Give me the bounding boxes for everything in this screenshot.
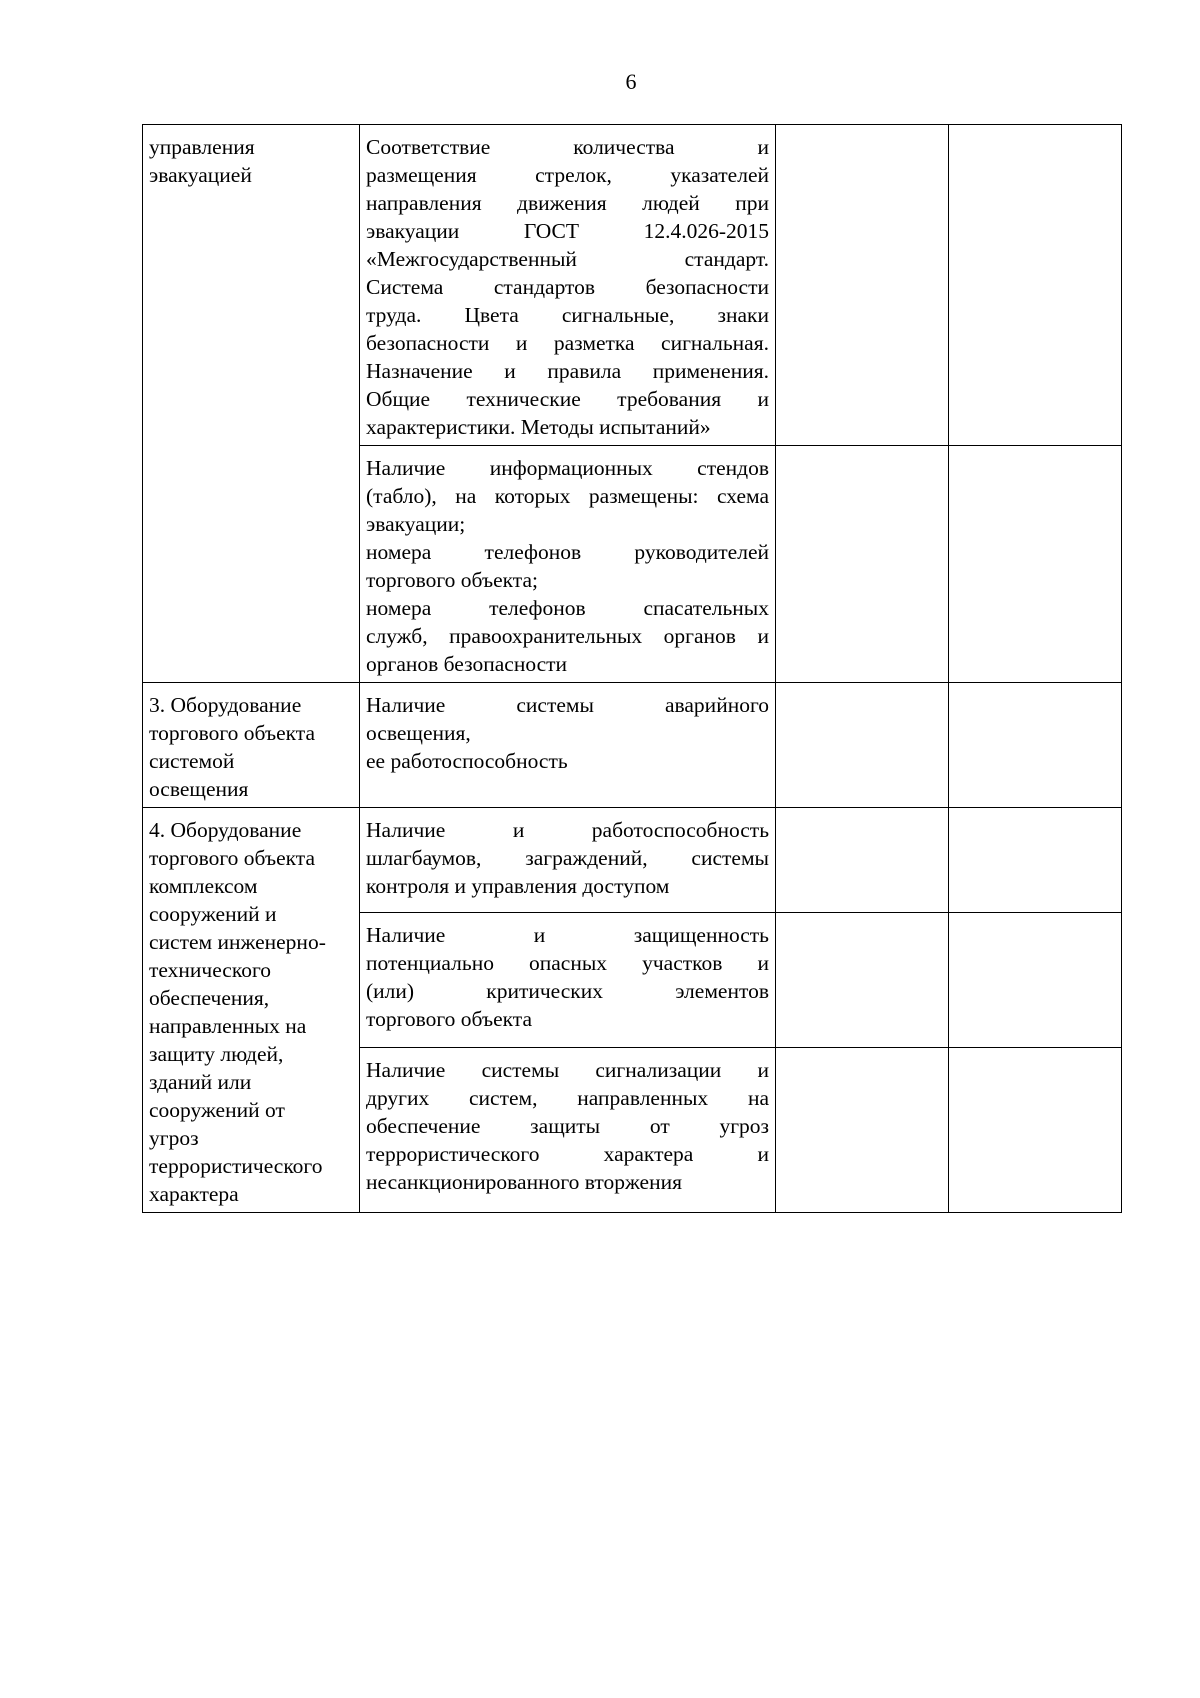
- criterion-line: несанкционированного вторжения: [366, 1169, 682, 1194]
- criterion-cell: [360, 808, 776, 913]
- criterion-line: Соответствие количества и: [366, 135, 769, 159]
- section-line: управления: [149, 135, 255, 159]
- criterion-cell: [360, 446, 776, 683]
- note-cell: [949, 683, 1122, 808]
- section-line: комплексом: [149, 874, 258, 898]
- section-line: торгового объекта: [149, 846, 315, 870]
- criterion-line: эвакуации ГОСТ 12.4.026-2015: [366, 219, 769, 243]
- criterion-cell: [360, 1047, 776, 1212]
- table-row: [143, 808, 1122, 913]
- section-line: террористического: [149, 1154, 323, 1178]
- criterion-line: труда. Цвета сигнальные, знаки: [366, 303, 769, 327]
- criterion-line: Наличие системы аварийного: [366, 693, 769, 717]
- criterion-line: размещения стрелок, указателей: [366, 163, 769, 187]
- page-number: 6: [625, 69, 637, 94]
- criterion-line: характеристики. Методы испытаний»: [366, 415, 711, 439]
- section-line: торгового объекта: [149, 721, 315, 745]
- section-line: технического: [149, 958, 271, 982]
- section-line: характера: [149, 1182, 239, 1206]
- section-cell: [143, 683, 360, 808]
- criterion-cell: [360, 683, 776, 808]
- note-cell: [949, 808, 1122, 913]
- section-line: угроз: [149, 1126, 199, 1150]
- section-cell: [143, 808, 360, 1213]
- section-line: направленных на: [149, 1014, 307, 1038]
- criterion-line: направления движения людей при: [366, 191, 769, 215]
- criterion-line: Общие технические требования и: [366, 387, 769, 411]
- criterion-line: Наличие системы сигнализации и: [366, 1057, 769, 1082]
- criterion-cell: [360, 125, 776, 446]
- criterion-line: Наличие информационных стендов: [366, 456, 769, 480]
- table-row: [143, 125, 1122, 446]
- criterion-line: террористического характера и: [366, 1141, 769, 1166]
- checklist-table: [142, 124, 1122, 1213]
- criterion-line: безопасности и разметка сигнальная.: [366, 331, 769, 355]
- criterion-line: торгового объекта: [366, 1006, 532, 1031]
- criterion-line: «Межгосударственный стандарт.: [366, 247, 769, 271]
- mark-cell: [776, 125, 949, 446]
- section-line: освещения: [149, 777, 249, 801]
- mark-cell: [776, 446, 949, 683]
- mark-cell: [776, 912, 949, 1047]
- criterion-line: потенциально опасных участков и: [366, 950, 769, 975]
- section-line: эвакуацией: [149, 163, 252, 187]
- section-cell: [143, 125, 360, 683]
- section-line: защиту людей,: [149, 1042, 284, 1066]
- section-line: сооружений и: [149, 902, 277, 926]
- criterion-line: контроля и управления доступом: [366, 874, 670, 898]
- criterion-line: (или) критических элементов: [366, 978, 769, 1003]
- mark-cell: [776, 808, 949, 913]
- criterion-line: шлагбаумов, заграждений, системы: [366, 846, 769, 870]
- note-cell: [949, 446, 1122, 683]
- criterion-line: других систем, направленных на: [366, 1085, 769, 1110]
- criterion-line: Наличие и работоспособность: [366, 818, 769, 842]
- criterion-line: обеспечение защиты от угроз: [366, 1113, 769, 1138]
- note-cell: [949, 1047, 1122, 1212]
- section-line: систем инженерно-: [149, 930, 326, 954]
- criterion-line: Система стандартов безопасности: [366, 275, 769, 299]
- section-line: обеспечения,: [149, 986, 270, 1010]
- criterion-cell: [360, 912, 776, 1047]
- mark-cell: [776, 683, 949, 808]
- criterion-line: эвакуации;: [366, 512, 466, 536]
- criterion-line: ее работоспособность: [366, 749, 568, 773]
- criterion-line: номера телефонов спасательных: [366, 596, 769, 620]
- criterion-line: торгового объекта;: [366, 568, 538, 592]
- section-line: 4. Оборудование: [149, 818, 302, 842]
- section-line: 3. Оборудование: [149, 693, 302, 717]
- criterion-line: органов безопасности: [366, 652, 568, 676]
- mark-cell: [776, 1047, 949, 1212]
- note-cell: [949, 912, 1122, 1047]
- section-line: зданий или: [149, 1070, 252, 1094]
- section-line: сооружений от: [149, 1098, 285, 1122]
- criterion-line: Наличие и защищенность: [366, 922, 769, 947]
- criterion-line: служб, правоохранительных органов и: [366, 624, 769, 648]
- note-cell: [949, 125, 1122, 446]
- table-row: [143, 683, 1122, 808]
- criterion-line: номера телефонов руководителей: [366, 540, 769, 564]
- criterion-line: Назначение и правила применения.: [366, 359, 769, 383]
- criterion-line: (табло), на которых размещены: схема: [366, 484, 769, 508]
- criterion-line: освещения,: [366, 721, 471, 745]
- section-line: системой: [149, 749, 235, 773]
